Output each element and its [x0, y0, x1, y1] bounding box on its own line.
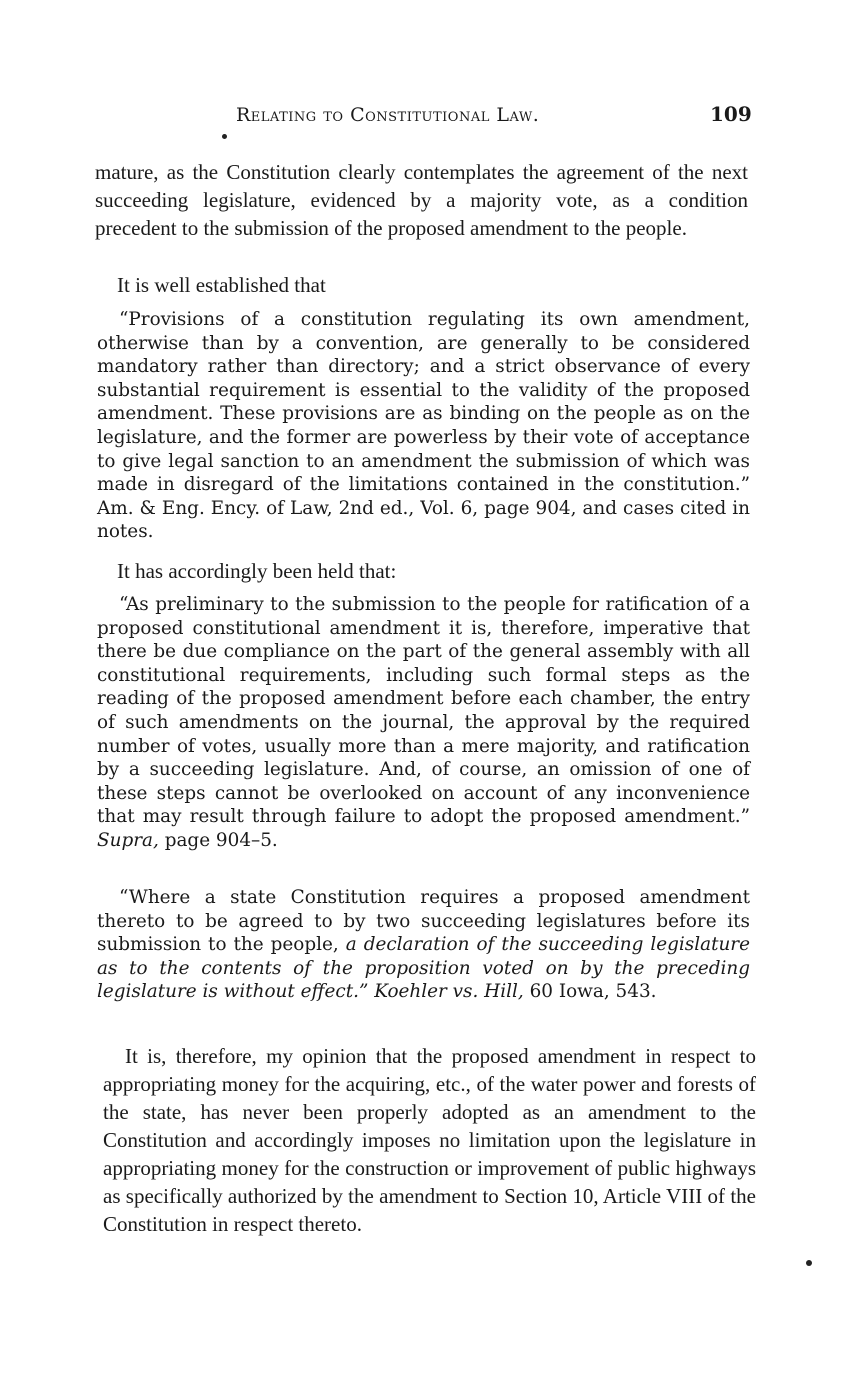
citation-page: page 904–5. [164, 829, 278, 851]
citation-reporter: 60 Iowa, 543. [529, 981, 657, 1003]
ink-speck [806, 1260, 812, 1266]
block-quote-encyclopedia: “Provisions of a constitution regulating its own amendment, otherwise than by a convention, are generally to be considered mandatory rather than directory; and a strict observance of every substantial requirement is essential to the validity of the proposed amendment. These provisions are as binding on the people as on the legislature, and the former are powerless by their vote of acceptance to give legal sanction to an amendment the submission of which was made in disregard of the limitations contained in the constitution.” Am. & Eng. Ency. of Law, 2nd ed., Vol. 6, page 904, and cases cited in notes. [97, 309, 750, 543]
running-header-title: Relating to Constitutional Law. [236, 104, 540, 126]
quote-italic-holding: a declaration of the succeeding legislature as to the contents of the proposition voted on by the preceding legislature is without effect.” Koehler vs. Hill, [97, 934, 750, 1003]
quote-text: “Where a state Constitution requires a proposed amendment thereto to be agreed to by two succeeding legislatures before its submission to the people, [97, 887, 750, 956]
quote-text: “As preliminary to the submission to the people for ratification of a proposed constitutional amendment it is, therefore, imperative that there be due compliance on the part of the general assembly with all constitutional requirements, including such formal steps as the reading of the proposed amendment before each chamber, the entry of such amendments on the journal, the approval by the required number of votes, usually more than a mere majority, and ratification by a succeeding legislature. And, of course, an omission of one of these steps cannot be overlooked on account of any inconvenience that may result through failure to adopt the proposed amendment.” [97, 594, 750, 828]
page-number: 109 [710, 102, 752, 126]
paragraph-opinion: It is, therefore, my opinion that the proposed amendment in respect to appropriating money for the acquiring, etc., of the water power and forests of the state, has never been properly adopted as an amendment to the Constitution and accordingly imposes no limitation upon the legislature in appropriating money for the construction or improvement of public highways as specifically authorized by the amendment to Section 10, Article VIII of the Constitution in respect thereto. [103, 1044, 756, 1236]
citation-supra: Supra, [97, 829, 159, 851]
paragraph-intro: It is well established that [117, 273, 326, 297]
block-quote-preliminary [97, 593, 750, 853]
paragraph-continuation: mature, as the Constitution clearly contemplates the agreement of the next succeeding legislature, evidenced by a majority vote, as a condition precedent to the submission of the proposed amendment to the people. [95, 160, 748, 240]
block-quote-koehler [97, 886, 750, 1004]
paragraph-held-that: It has accordingly been held that: [117, 559, 397, 583]
running-header [0, 104, 867, 136]
ink-speck [222, 134, 227, 139]
